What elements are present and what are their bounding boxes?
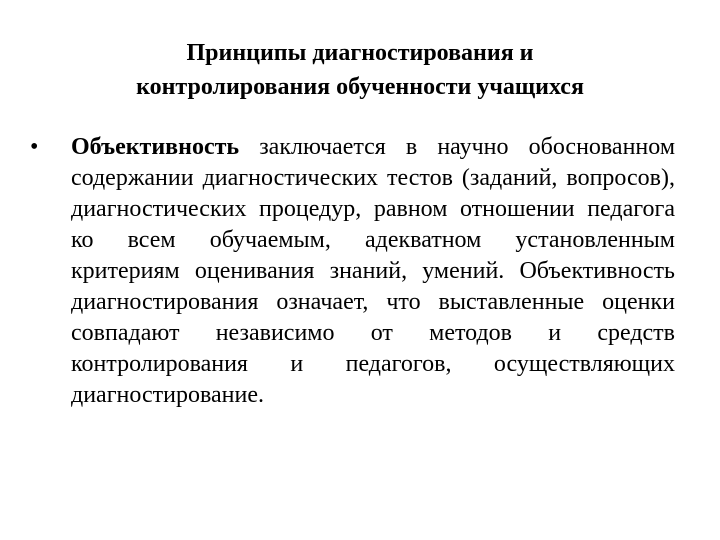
- bullet-item: [30, 132, 675, 411]
- slide-title-line-2: контролирования обученности учащихся: [136, 74, 584, 100]
- slide-title-line-1: Принципы диагностирования и: [186, 40, 534, 66]
- slide-title: [60, 36, 660, 104]
- bullet-text: [71, 132, 675, 411]
- bullet-body: заключается в научно обоснованном содержании диагностических тестов (заданий, вопросов), диагностических процедур, равном отношении педагога ко всем обучаемым, адекватном установленным критериям оценивания знаний, умений. Объективность диагностирования означает, что выставленные оценки совпадают независимо от методов и средств контролирования и педагогов, осуществляющих диагностирование.: [71, 134, 676, 408]
- bullet-term: Объективность: [71, 134, 240, 160]
- bullet-marker: •: [30, 134, 39, 160]
